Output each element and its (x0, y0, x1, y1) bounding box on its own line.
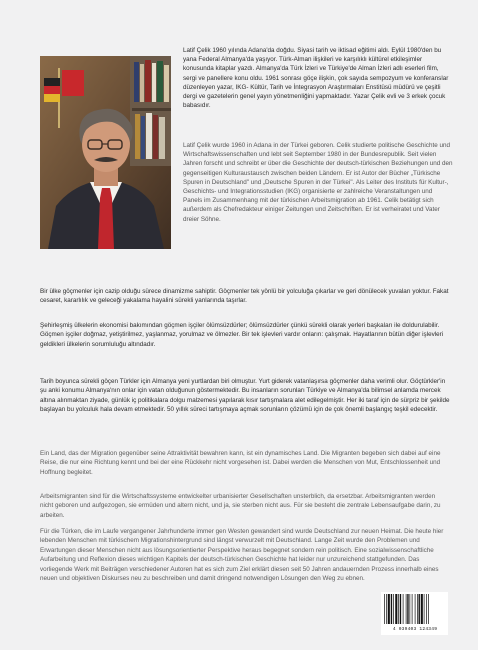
author-photo (40, 56, 171, 249)
turkish-paragraph-2: Şehirleşmiş ülkelerin ekonomisi bakımından göçmen işçiler ölümsüzdürler; ölümsüzdürler çünkü sürekli olarak yerleri başkaları ile doldurulabilir. Göçmen işçiler doğmaz, yetiştirilmez, yaşlanmaz, yorulmaz ve ölmezler. Bir tek işlevleri vardır onların: çalışmak. Hayatlarının bütün diğer işlevleri geldikleri ülkelerin sorumluluğu altındadır. (40, 322, 444, 348)
german-paragraph-3: Für die Türken, die im Laufe vergangener Jahrhunderte immer gen Westen gewandert sind wurde Deutschland zur neuen Heimat. Die heute hier lebenden Menschen mit türkischem Migrationshintergrund sind längst verwurzelt mit Deutschland. Lange Zeit wurde den Problemen und Erwartungen dieser Menschen nicht aus lösungsorientierter Perspektive heraus begegnet sondern rein politisch. Eine sozialwissenschaftliche Aufarbeitung und Reflexion dieses wichtigen Kapitels der deutsch-türkischen Geschichte hat leider nur unzureichend stattgefunden. Das vorliegende Werk mit Beiträgen verschiedener Autoren hat es sich zum Ziel erklärt diesen seit 50 Jahren andauernden Prozess innerhalb eines neuen und objektiven Diskurses neu zu beschreiben und damit dringend notwendigen Lösungen den Weg zu ebnen. (40, 528, 444, 583)
german-paragraph-1: Ein Land, das der Migration gegenüber seine Attraktivität bewahren kann, ist ein dynamisches Land. Die Migranten begeben sich dabei auf eine Reise, die nur eine Richtung kennt und bei der eine Rückkehr nicht vorgesehen ist. Dabei werden die Menschen von Mut, Entschlossenheit und Hoffnung begleitet. (40, 450, 441, 476)
barcode-icon (381, 592, 448, 626)
german-paragraph-2: Arbeitsmigranten sind für die Wirtschaftssysteme entwickelter urbanisierter Gesellschaften unsterblich, da ersetzbar. Arbeitsmigranten werden nicht geboren und aufgezogen, sie ermüden und altern nicht, und ja, sie sterben nicht aus. Für sie besteht die zentrale Lebensaufgabe darin, zu arbeiten. (40, 493, 441, 519)
turkish-paragraph-1: Bir ülke göçmenler için cazip olduğu sürece dinamizme sahiptir. Göçmenler tek yönlü bir yolculuğa çıkarlar ve geri dönülecek yuvaları yoktur. Fakat cesaret, kararlılık ve geleceği yakalama hayalini sürekli yanlarında taşırlar. (40, 288, 449, 305)
author-bio-turkish (183, 46, 453, 110)
author-bio-german-text: Latif Çelik wurde 1960 in Adana in der Türkei geboren. Celik studierte politische Geschichte und Wirtschaftswissenschaften und lebt seit September 1980 in der Bundesrepublik. Seit vielen Jahren forscht und schreibt er über die Geschichte der deutsch-türkischen Beziehungen und den gegenseitigen Kulturaustausch zwischen beiden Ländern. Er ist Autor der Bücher „Türkische Spuren in Deutschland" und „Deutsche Spuren in der Türkei". Als Leiter des Instituts für Kultur-, Geschichts- und Integrationsstudien (IKG) organisierte er zahlreiche Veranstaltungen und Panels im Zusammenhang mit der türkischen Arbeitsmigration ab 1961. Celik betätigt sich außerdem als Chefredakteur einiger Zeitungen und Zeitschriften. Er ist verheiratet und Vater dreier Söhne. (183, 142, 453, 223)
author-portrait-image (40, 56, 171, 249)
author-bio-german (183, 141, 453, 224)
turkish-paragraph-3: Tarih boyunca sürekli göçen Türkler için Almanya yeni yurtlardan biri olmuştur. Yurt giderek vatanlaşırsa göçmenler daha verimli olur. Göçtürkler'in şu anki konumu Almanya'nın onlar için vatan olduğunun göstermektedir. Bu insanların sorunları Türkiye ve Almanya'da bilimsel anlamda mercek altına alınmaktan ziyade, günlük iç politikalara dolgu malzemesi yapılarak kısır tartışmalara alet edilegelmiştir. Her iki taraf için de sürpriz bir şekilde başlayan bu yolculuk hala devam etmektedir. 50 yıllık süreci tartışmaya açmak sorunların çözümü için de çok önemli başlangıç teşkil edecektir. (40, 378, 450, 414)
barcode-number: 4 039403 124349 (392, 627, 438, 632)
author-bio-turkish-text: Latif Çelik 1960 yılında Adana'da doğdu. Siyasi tarih ve iktisad eğitimi aldı. Eylül 1980'den bu yana Federal Almanya'da yaşıyor. Türk-Alman ilişkileri ve karşılıklı kültürel etkileşimler konusunda kitaplar yazdı. Almanya'da Türk İzleri ve Türkiye'de Alman İzleri adlı eserleri film, sergi ve panellere konu oldu. 1961 sonrası göçe ilişkin, çok sayıda sempozyum ve konferanslar düzenleyen yazar, IKG- Kültür, Tarih ve İntegrasyon Araştırmaları Enstitüsü müdürü ve çeşitli dergi ve gazetelerin genel yayın yönetmenliğini yapmaktadır. Yazar Çelik evli ve 3 erkek çocuk babasıdır. (183, 47, 449, 110)
